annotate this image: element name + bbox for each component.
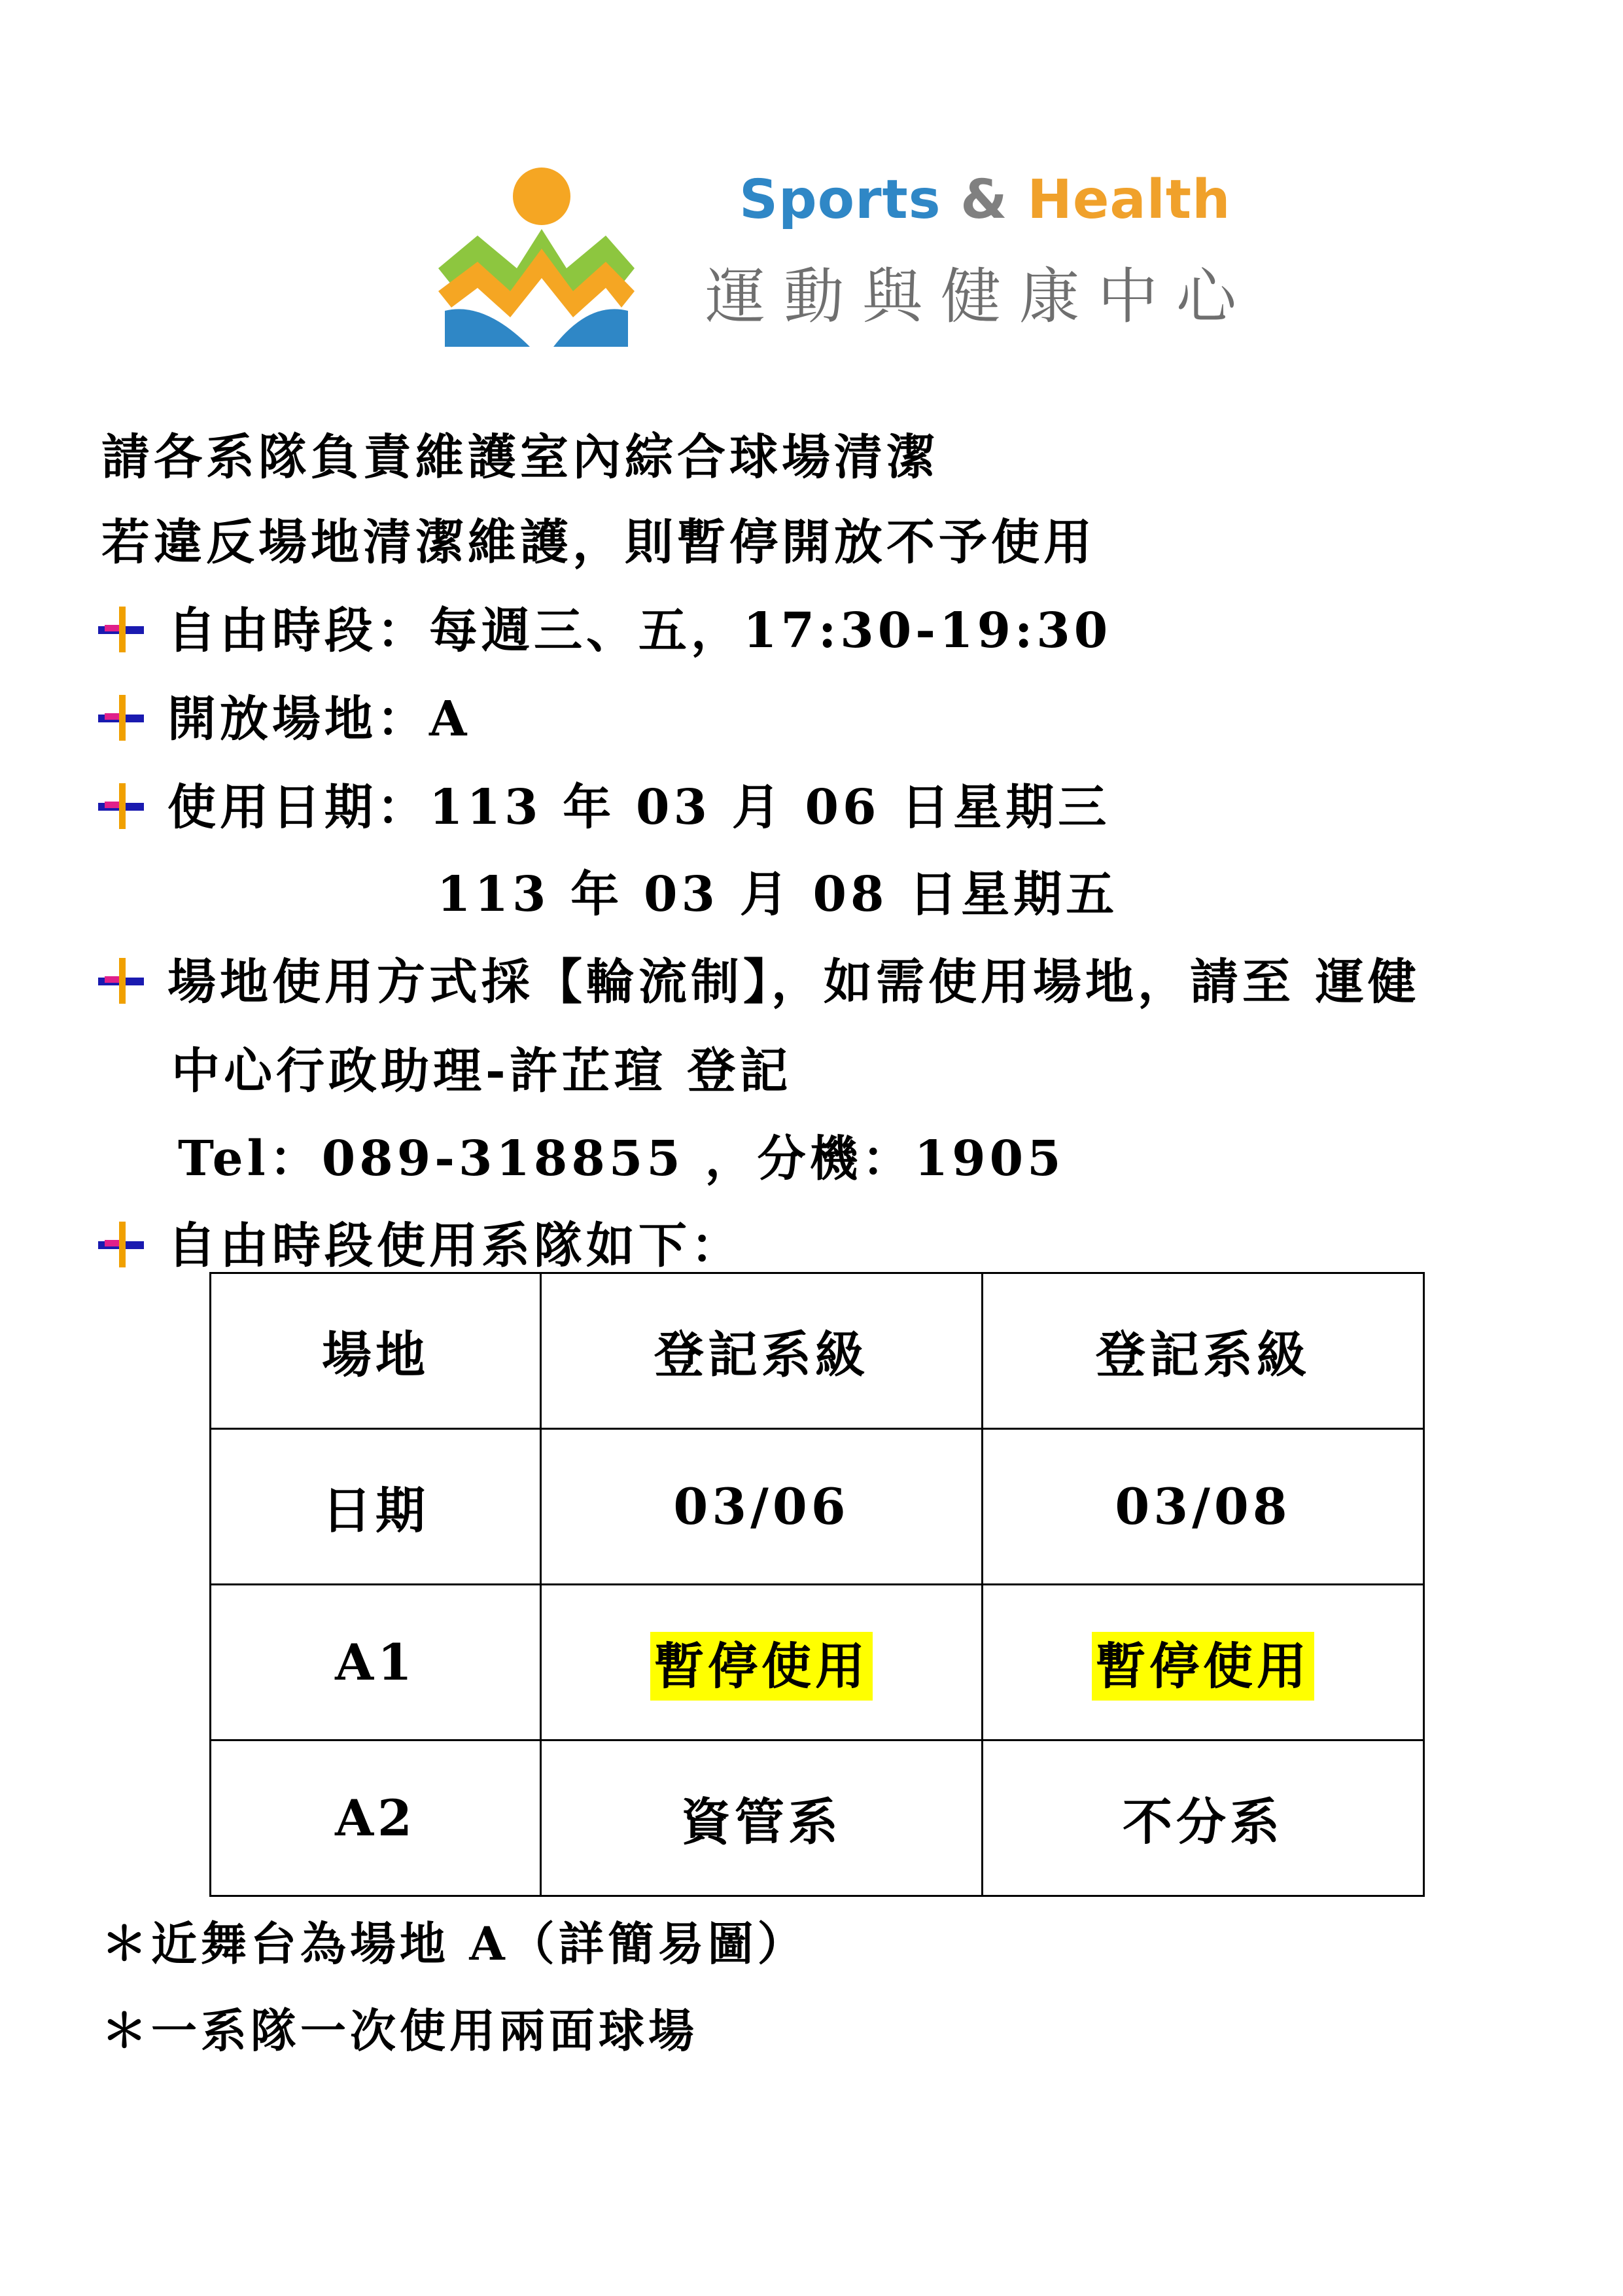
table-header-cell: 登記系級 — [541, 1273, 983, 1429]
logo-english-name: Sports & Health — [739, 169, 1231, 231]
table-cell — [983, 1585, 1424, 1740]
note-1: ＊近舞台為場地 A（詳簡易圖） — [101, 1916, 807, 1971]
bullet-dates: 使用日期：113 年 03 月 06 日星期三 — [98, 769, 1110, 838]
table-cell: A1 — [211, 1585, 541, 1740]
table-cell: A2 — [211, 1740, 541, 1896]
note-2: ＊一系隊一次使用兩面球場 — [101, 2004, 698, 2058]
suspended-highlight: 暫停使用 — [1092, 1632, 1314, 1701]
intro-line-1: 請各系隊負責維護室內綜合球場清潔 — [101, 429, 939, 486]
bullet-plus-icon — [98, 695, 144, 741]
bullet-plus-icon — [98, 783, 144, 829]
table-header-row — [211, 1273, 1424, 1429]
table-cell: 03/08 — [983, 1429, 1424, 1585]
intro-line-2: 若違反場地清潔維護，則暫停開放不予使用 — [101, 514, 1096, 571]
table-cell: 03/06 — [541, 1429, 983, 1585]
table-cell — [541, 1585, 983, 1740]
bullet-teams-heading: 自由時段使用系隊如下： — [98, 1207, 743, 1277]
table-cell: 資管系 — [541, 1740, 983, 1896]
bullet-free-time: 自由時段：每週三、五，17:30-19:30 — [98, 592, 1111, 662]
table-cell: 日期 — [211, 1429, 541, 1585]
table-row — [211, 1740, 1424, 1896]
suspended-highlight: 暫停使用 — [650, 1632, 873, 1701]
sports-health-logo-icon — [432, 157, 641, 353]
logo-chinese-name: 運動與健康中心 — [705, 262, 1255, 332]
method-line-3: Tel：089-318855 ，分機：1905 — [178, 1131, 1065, 1187]
table-row — [211, 1585, 1424, 1740]
logo — [432, 157, 1255, 366]
table-header-cell: 場地 — [211, 1273, 541, 1429]
schedule-table — [209, 1272, 1425, 1897]
bullet-plus-icon — [98, 1222, 144, 1267]
bullet-venue: 開放場地：A — [98, 680, 470, 750]
bullet-method: 場地使用方式採【輪流制】，如需使用場地，請至 運健 — [98, 944, 1420, 1013]
dates-line-2: 113 年 03 月 08 日星期五 — [437, 866, 1119, 923]
method-line-2: 中心行政助理-許芷瑄 登記 — [171, 1043, 792, 1099]
table-header-cell: 登記系級 — [983, 1273, 1424, 1429]
table-row — [211, 1429, 1424, 1585]
table-cell: 不分系 — [983, 1740, 1424, 1896]
bullet-plus-icon — [98, 958, 144, 1004]
bullet-plus-icon — [98, 607, 144, 652]
